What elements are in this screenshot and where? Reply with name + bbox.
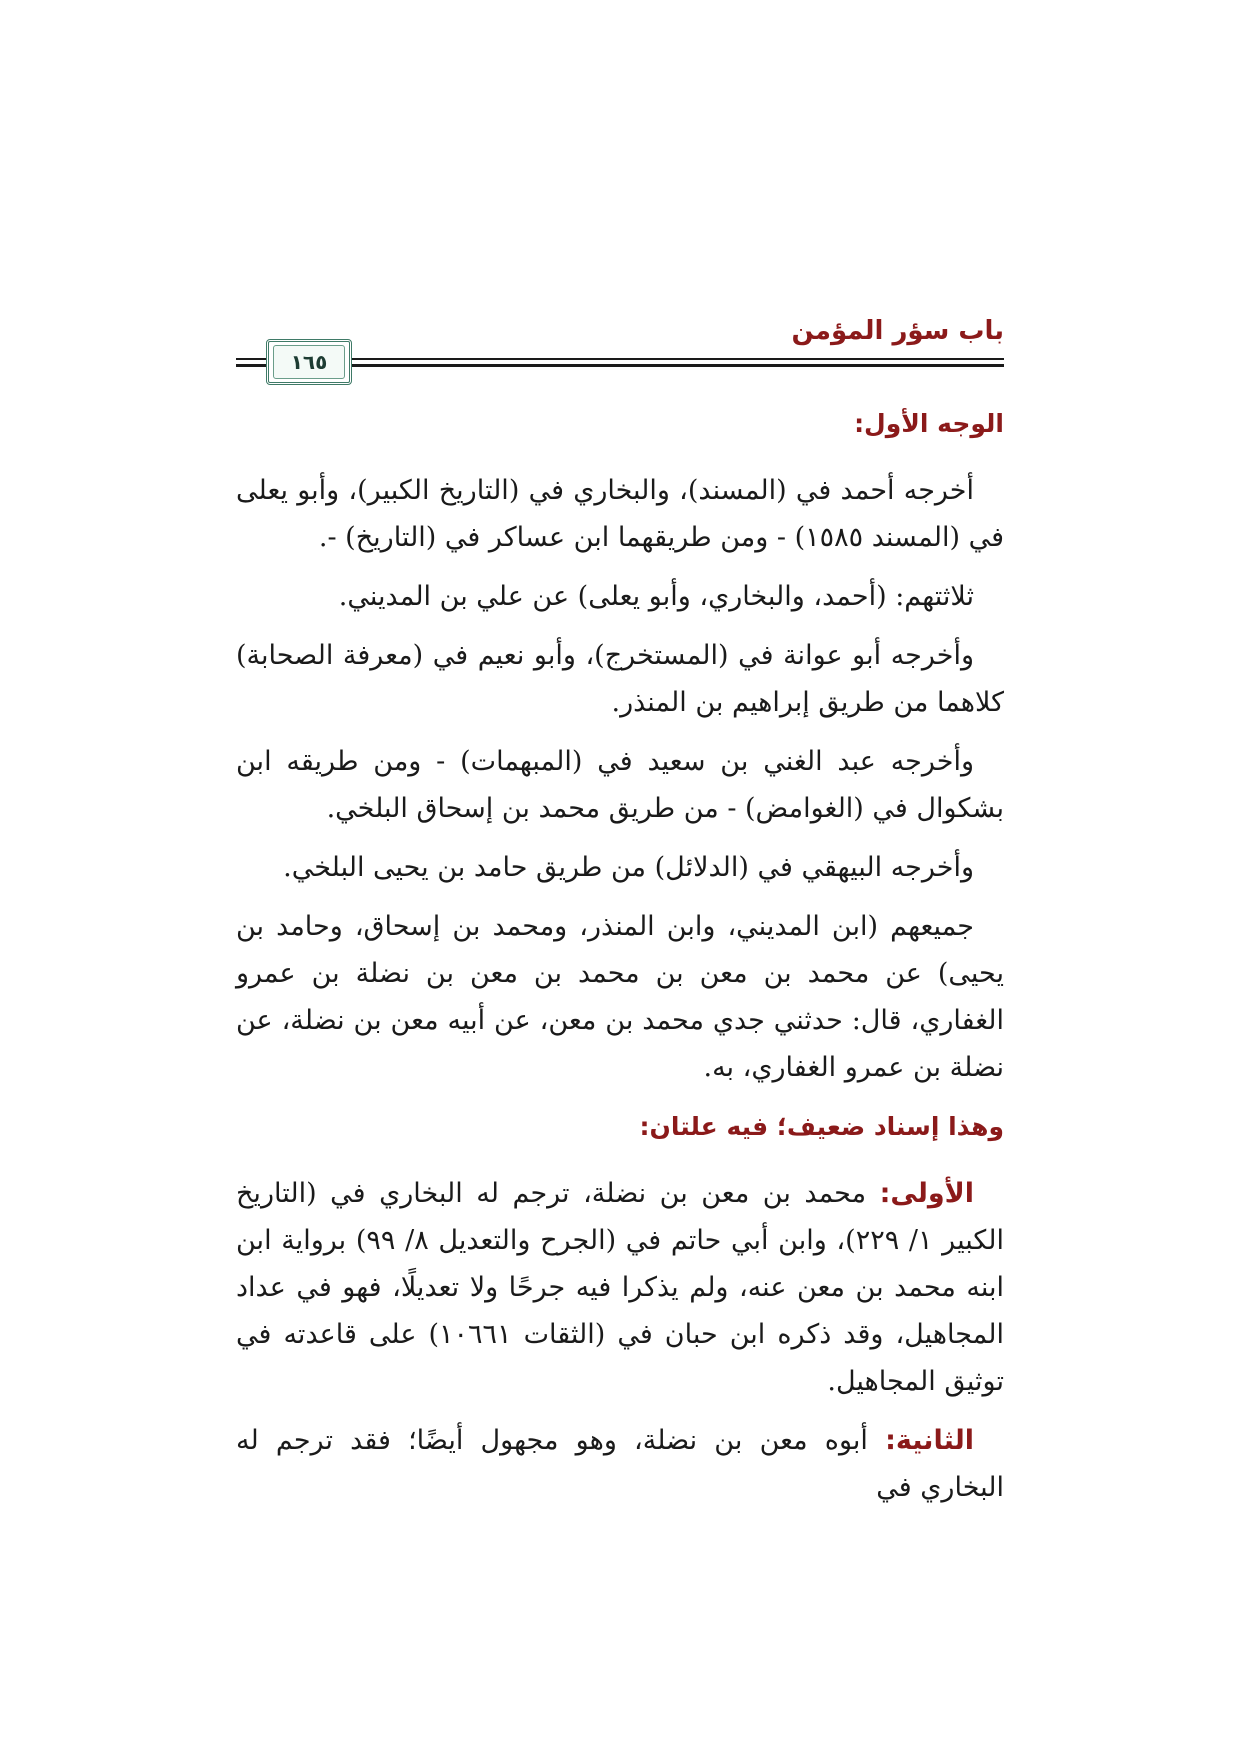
paragraph-bayhaqi: وأخرجه البيهقي في (الدلائل) من طريق حامد بن يحيى البلخي. [283,852,974,883]
first-defect-label: الأولى: [879,1178,974,1209]
page-number: ١٦٥ [290,350,328,374]
second-defect-text: أبوه معن بن نضلة، وهو مجهول أيضًا؛ فقد ترجم له البخاري في [236,1425,1004,1503]
page-number-badge [266,339,352,385]
second-defect-label: الثانية: [885,1425,974,1456]
paragraph-ahmad: أخرجه أحمد في (المسند)، والبخاري في (التاريخ الكبير)، وأبو يعلى في (المسند ١٥٨٥) - ومن طريقهما ابن عساكر في (التاريخ) -. [236,475,1004,553]
paragraph-abu-awana: وأخرجه أبو عوانة في (المستخرج)، وأبو نعيم في (معرفة الصحابة) كلاهما من طريق إبراهيم بن المنذر. [236,640,1004,718]
section-heading: الوجه الأول: [854,409,1004,438]
chapter-title: باب سؤر المؤمن [791,316,1004,346]
page-number-frame [273,345,345,379]
paragraph-abd-al-ghani: وأخرجه عبد الغني بن سعيد في (المبهمات) - ومن طريقه ابن بشكوال في (الغوامض) - من طريق محمد بن إسحاق البلخي. [236,746,1004,824]
paragraph-three-narrators: ثلاثتهم: (أحمد، والبخاري، وأبو يعلى) عن علي بن المديني. [338,581,974,612]
first-defect-text: محمد بن معن بن نضلة، ترجم له البخاري في (التاريخ الكبير ١/ ٢٢٩)، وابن أبي حاتم في (الجرح والتعديل ٨/ ٩٩) برواية ابن ابنه محمد بن معن عنه، ولم يذكرا فيه جرحًا ولا تعديلًا، فهو في عداد المجاهيل، وقد ذكره ابن حبان في (الثقات ١٠٦٦١) على قاعدته في توثيق المجاهيل. [236,1178,1005,1397]
second-defect-paragraph [236,1417,1004,1511]
first-defect-paragraph [236,1170,1004,1405]
verdict-heading: وهذا إسناد ضعيف؛ فيه علتان: [639,1112,1004,1141]
paragraph-all-of-them: جميعهم (ابن المديني، وابن المنذر، ومحمد بن إسحاق، وحامد بن يحيى) عن محمد بن معن بن محمد بن معن بن نضلة بن عمرو الغفاري، قال: حدثني جدي محمد بن معن، عن أبيه معن بن نضلة، عن نضلة بن عمرو الغفاري، به. [236,911,1004,1083]
page-body [236,400,1004,1523]
